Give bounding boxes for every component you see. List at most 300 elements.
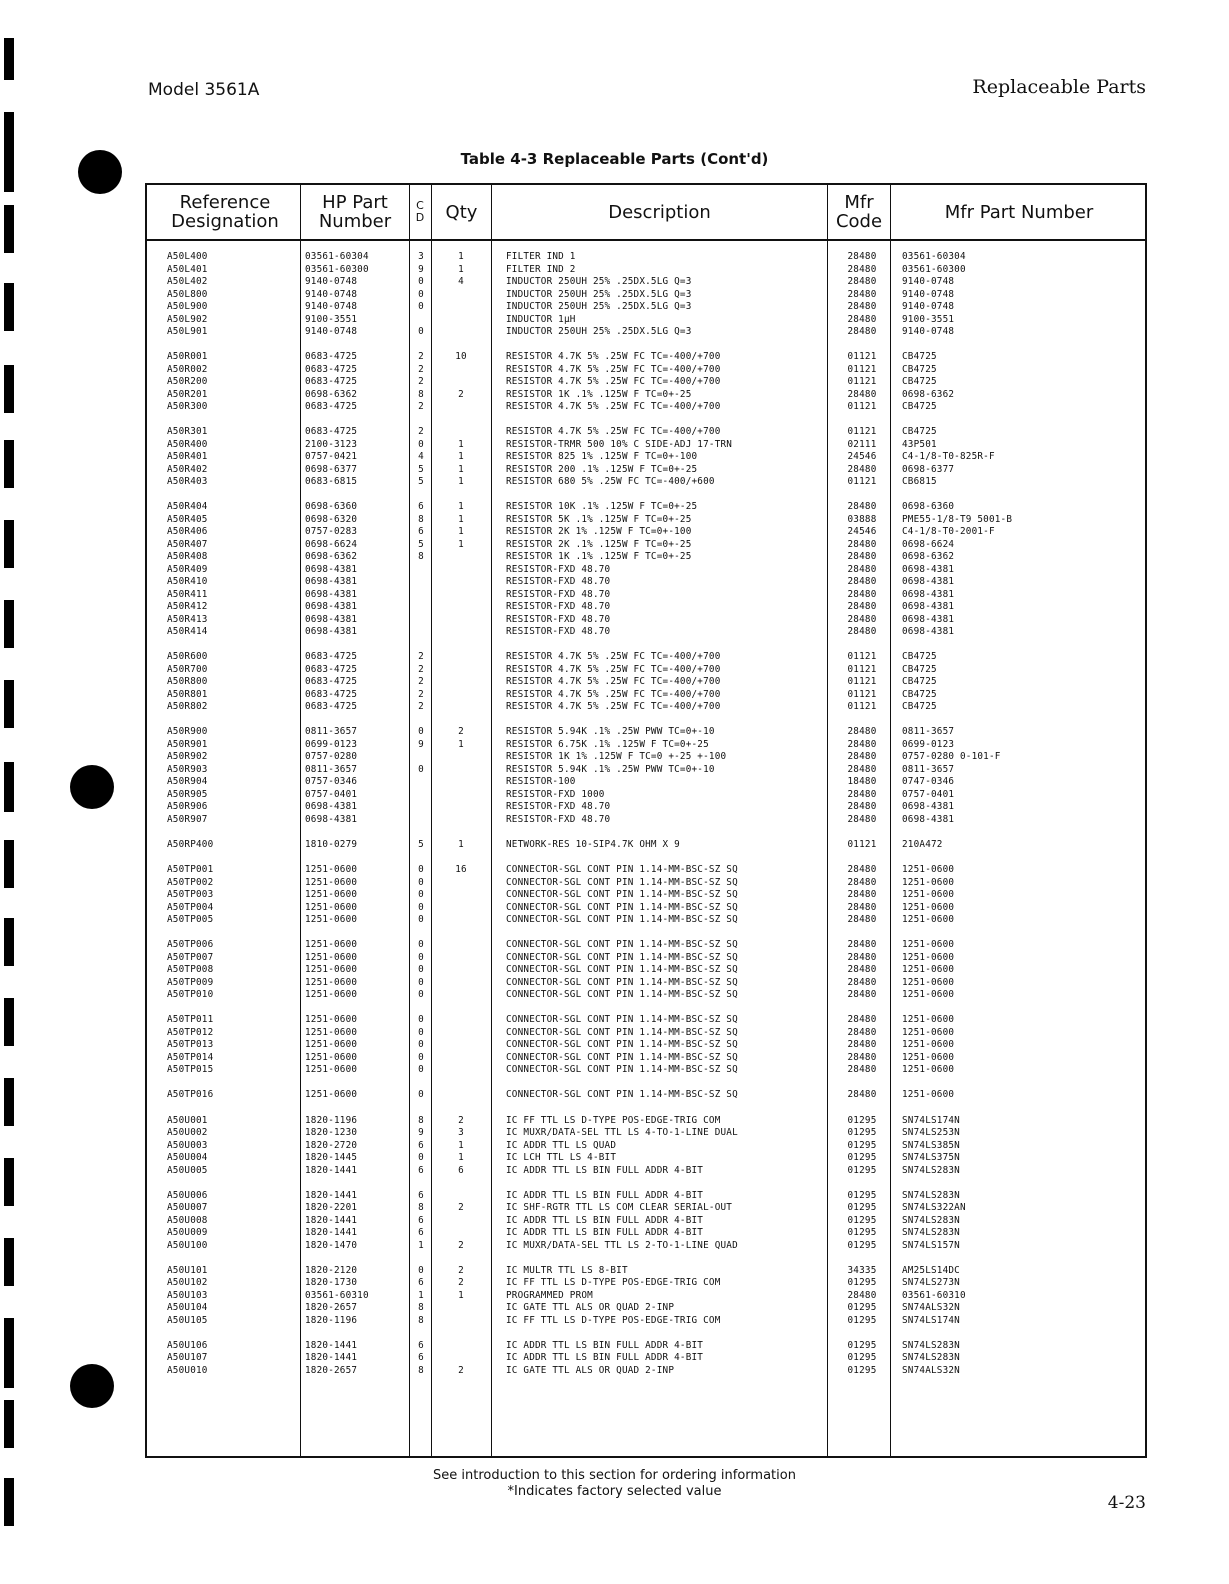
- table-row: [147, 251, 1145, 264]
- table-row: [147, 451, 1145, 464]
- cell-qty: 4: [458, 276, 464, 287]
- cell-mfr-code: 01121: [847, 676, 877, 688]
- footer-factory-note: *Indicates factory selected value: [507, 1484, 722, 1499]
- cell-reference: A50U002: [167, 1127, 208, 1139]
- cell-cd: 0: [418, 976, 424, 988]
- cell-mfr-code: 28480: [847, 813, 877, 825]
- table-row: [147, 476, 1145, 489]
- cell-reference: A50R001: [167, 351, 208, 363]
- cell-mfr-part: CB4725: [902, 376, 937, 388]
- cell-reference: A50R410: [167, 576, 208, 588]
- cell-description: IC FF TTL LS D-TYPE POS-EDGE-TRIG COM: [506, 1114, 721, 1126]
- cell-hp-part: 1820-1441: [305, 1164, 358, 1176]
- cell-mfr-part: 1251-0600: [902, 864, 955, 876]
- cell-qty: 1: [458, 538, 464, 550]
- cell-cd: 3: [418, 251, 424, 262]
- cell-reference: A50R402: [167, 463, 208, 475]
- col-header-mfr-code: Mfr Code: [835, 192, 883, 232]
- model-header: Model 3561A: [148, 80, 260, 100]
- table-row: [147, 589, 1145, 602]
- cell-qty: 6: [458, 1164, 464, 1176]
- cell-hp-part: 0811-3657: [305, 726, 358, 738]
- footer-ordering-note: See introduction to this section for ordering information: [433, 1468, 796, 1483]
- table-row: [147, 351, 1145, 364]
- cell-hp-part: 1251-0600: [305, 914, 358, 926]
- cell-mfr-part: SN74LS283N: [902, 1352, 960, 1364]
- cell-reference: A50R403: [167, 476, 208, 488]
- cell-description: CONNECTOR-SGL CONT PIN 1.14-MM-BSC-SZ SQ: [506, 976, 738, 988]
- cell-mfr-part: 03561-60300: [902, 263, 966, 275]
- cell-mfr-code: 28480: [847, 889, 877, 901]
- cell-reference: A50R901: [167, 738, 208, 750]
- cell-mfr-part: 0747-0346: [902, 776, 955, 788]
- cell-mfr-part: SN74LS283N: [902, 1164, 960, 1176]
- cell-mfr-part: 0698-4381: [902, 626, 955, 638]
- table-row: [147, 1052, 1145, 1065]
- cell-description: RESISTOR 10K .1% .125W F TC=0+-25: [506, 501, 698, 513]
- cell-reference: A50L400: [167, 251, 208, 262]
- cell-description: IC ADDR TTL LS BIN FULL ADDR 4-BIT: [506, 1189, 704, 1201]
- table-row: [147, 551, 1145, 564]
- binder-mark: [4, 1400, 14, 1448]
- cell-reference: A50TP004: [167, 901, 214, 913]
- cell-description: NETWORK-RES 10-SIP4.7K OHM X 9: [506, 839, 680, 851]
- cell-mfr-code: 28480: [847, 613, 877, 625]
- cell-reference: A50TP001: [167, 864, 214, 876]
- cell-description: RESISTOR 825 1% .125W F TC=0+-100: [506, 451, 698, 463]
- cell-reference: A50R401: [167, 451, 208, 463]
- table-row: [147, 401, 1145, 414]
- cell-description: CONNECTOR-SGL CONT PIN 1.14-MM-BSC-SZ SQ: [506, 864, 738, 876]
- cell-mfr-part: 43P501: [902, 438, 937, 450]
- cell-reference: A50R900: [167, 726, 208, 738]
- cell-qty: 1: [458, 501, 464, 513]
- cell-reference: A50R902: [167, 751, 208, 763]
- cell-reference: A50TP014: [167, 1051, 214, 1063]
- cell-reference: A50U004: [167, 1152, 208, 1164]
- cell-mfr-part: SN74LS375N: [902, 1152, 960, 1164]
- cell-description: IC MUXR/DATA-SEL TTL LS 4-TO-1-LINE DUAL: [506, 1127, 738, 1139]
- table-row: [147, 1190, 1145, 1203]
- cell-reference: A50U006: [167, 1189, 208, 1201]
- cell-mfr-part: 1251-0600: [902, 889, 955, 901]
- cell-mfr-code: 28480: [847, 989, 877, 1001]
- table-row: [147, 464, 1145, 477]
- cell-mfr-code: 28480: [847, 251, 877, 262]
- cell-hp-part: 0683-4725: [305, 663, 358, 675]
- binder-mark: [4, 680, 14, 728]
- cell-mfr-code: 01121: [847, 701, 877, 713]
- cell-hp-part: 1820-2120: [305, 1264, 358, 1276]
- cell-mfr-code: 28480: [847, 1026, 877, 1038]
- cell-reference: A50L402: [167, 276, 208, 287]
- cell-mfr-part: SN74ALS32N: [902, 1364, 960, 1376]
- cell-qty: 2: [458, 1202, 464, 1214]
- cell-mfr-part: C4-1/8-T0-825R-F: [902, 451, 995, 463]
- cell-reference: A50R801: [167, 688, 208, 700]
- cell-reference: A50RP400: [167, 839, 214, 851]
- cell-cd: 6: [418, 1214, 424, 1226]
- cell-hp-part: 1820-1441: [305, 1214, 358, 1226]
- binder-mark: [4, 38, 14, 80]
- cell-hp-part: 0683-4725: [305, 351, 358, 363]
- cell-mfr-code: 28480: [847, 738, 877, 750]
- cell-mfr-code: 01121: [847, 839, 877, 851]
- cell-cd: 2: [418, 701, 424, 713]
- table-row: [147, 689, 1145, 702]
- cell-description: IC FF TTL LS D-TYPE POS-EDGE-TRIG COM: [506, 1314, 721, 1326]
- cell-mfr-part: 210A472: [902, 839, 943, 851]
- cell-hp-part: 0698-4381: [305, 588, 358, 600]
- cell-hp-part: 1820-2657: [305, 1302, 358, 1314]
- cell-hp-part: 9140-0748: [305, 301, 358, 312]
- cell-mfr-part: SN74LS283N: [902, 1339, 960, 1351]
- cell-cd: 0: [418, 1014, 424, 1026]
- cell-mfr-code: 28480: [847, 751, 877, 763]
- cell-mfr-part: SN74LS174N: [902, 1314, 960, 1326]
- cell-cd: 0: [418, 876, 424, 888]
- cell-reference: A50R600: [167, 651, 208, 663]
- cell-hp-part: 9140-0748: [305, 276, 358, 287]
- cell-mfr-part: 0698-4381: [902, 576, 955, 588]
- cell-mfr-code: 01121: [847, 363, 877, 375]
- cell-reference: A50U106: [167, 1339, 208, 1351]
- cell-reference: A50TP013: [167, 1039, 214, 1051]
- cell-description: RESISTOR 4.7K 5% .25W FC TC=-400/+700: [506, 426, 721, 438]
- col-header-hp-part: HP Part Number: [318, 192, 392, 232]
- cell-mfr-code: 28480: [847, 576, 877, 588]
- row-group: [147, 839, 1145, 852]
- cell-reference: A50L902: [167, 313, 208, 325]
- cell-mfr-part: 1251-0600: [902, 1026, 955, 1038]
- cell-qty: 3: [458, 1127, 464, 1139]
- cell-description: CONNECTOR-SGL CONT PIN 1.14-MM-BSC-SZ SQ: [506, 1064, 738, 1076]
- cell-description: IC SHF-RGTR TTL LS COM CLEAR SERIAL-OUT: [506, 1202, 733, 1214]
- cell-mfr-part: 1251-0600: [902, 1039, 955, 1051]
- cell-mfr-code: 18480: [847, 776, 877, 788]
- cell-hp-part: 0683-4725: [305, 376, 358, 388]
- cell-mfr-code: 01295: [847, 1189, 877, 1201]
- table-row: [147, 389, 1145, 402]
- table-row: [147, 952, 1145, 965]
- table-row: [147, 701, 1145, 714]
- cell-mfr-part: 0698-4381: [902, 588, 955, 600]
- cell-qty: 2: [458, 1239, 464, 1251]
- cell-mfr-part: 1251-0600: [902, 976, 955, 988]
- row-group: [147, 501, 1145, 639]
- cell-hp-part: 0698-6624: [305, 538, 358, 550]
- cell-cd: 0: [418, 1264, 424, 1276]
- col-header-mfr-part: Mfr Part Number: [944, 201, 1094, 223]
- cell-hp-part: 1251-0600: [305, 976, 358, 988]
- cell-hp-part: 0683-4725: [305, 701, 358, 713]
- table-row: [147, 614, 1145, 627]
- cell-description: RESISTOR-FXD 48.70: [506, 626, 611, 638]
- cell-mfr-code: 28480: [847, 276, 877, 287]
- cell-mfr-code: 28480: [847, 939, 877, 951]
- table-row: [147, 1140, 1145, 1153]
- cell-cd: 0: [418, 1064, 424, 1076]
- cell-description: IC GATE TTL ALS OR QUAD 2-INP: [506, 1364, 675, 1376]
- table-row: [147, 651, 1145, 664]
- table-row: [147, 439, 1145, 452]
- cell-description: CONNECTOR-SGL CONT PIN 1.14-MM-BSC-SZ SQ: [506, 989, 738, 1001]
- cell-mfr-code: 28480: [847, 301, 877, 312]
- table-row: [147, 664, 1145, 677]
- cell-description: RESISTOR 5.94K .1% .25W PWW TC=0+-10: [506, 763, 715, 775]
- cell-mfr-part: AM25LS14DC: [902, 1264, 960, 1276]
- table-row: [147, 301, 1145, 314]
- cell-mfr-code: 01121: [847, 376, 877, 388]
- cell-mfr-part: SN74LS253N: [902, 1127, 960, 1139]
- cell-description: RESISTOR 1K 1% .125W F TC=0 +-25 +-100: [506, 751, 727, 763]
- cell-description: RESISTOR 5.94K .1% .25W PWW TC=0+-10: [506, 726, 715, 738]
- cell-hp-part: 1251-0600: [305, 1014, 358, 1026]
- row-group: [147, 939, 1145, 1002]
- table-row: [147, 526, 1145, 539]
- cell-mfr-part: 0699-0123: [902, 738, 955, 750]
- cell-mfr-part: 1251-0600: [902, 1014, 955, 1026]
- cell-qty: 10: [455, 351, 467, 363]
- cell-description: RESISTOR 4.7K 5% .25W FC TC=-400/+700: [506, 351, 721, 363]
- cell-mfr-part: SN74LS157N: [902, 1239, 960, 1251]
- cell-description: INDUCTOR 1µH: [506, 313, 576, 325]
- cell-hp-part: 1251-0600: [305, 939, 358, 951]
- cell-cd: 0: [418, 1051, 424, 1063]
- cell-cd: 6: [418, 526, 424, 538]
- cell-mfr-part: 0698-4381: [902, 813, 955, 825]
- cell-hp-part: 0698-6362: [305, 551, 358, 563]
- cell-reference: A50TP005: [167, 914, 214, 926]
- cell-mfr-code: 01121: [847, 651, 877, 663]
- cell-cd: 9: [418, 1127, 424, 1139]
- table-row: [147, 276, 1145, 289]
- cell-reference: A50R201: [167, 388, 208, 400]
- cell-cd: 2: [418, 663, 424, 675]
- cell-description: RESISTOR-FXD 48.70: [506, 563, 611, 575]
- cell-mfr-part: CB4725: [902, 401, 937, 413]
- cell-description: RESISTOR-FXD 48.70: [506, 601, 611, 613]
- cell-mfr-code: 01121: [847, 663, 877, 675]
- cell-description: RESISTOR 4.7K 5% .25W FC TC=-400/+700: [506, 651, 721, 663]
- cell-mfr-code: 28480: [847, 626, 877, 638]
- cell-mfr-code: 02111: [847, 438, 877, 450]
- table-row: [147, 626, 1145, 639]
- cell-description: IC ADDR TTL LS BIN FULL ADDR 4-BIT: [506, 1339, 704, 1351]
- cell-cd: 5: [418, 538, 424, 550]
- table-row: [147, 989, 1145, 1002]
- cell-mfr-code: 01295: [847, 1202, 877, 1214]
- row-group: [147, 1190, 1145, 1253]
- cell-description: RESISTOR 2K 1% .125W F TC=0+-100: [506, 526, 692, 538]
- cell-mfr-code: 28480: [847, 914, 877, 926]
- cell-reference: A50U003: [167, 1139, 208, 1151]
- binder-mark: [4, 762, 14, 812]
- cell-hp-part: 0683-4725: [305, 676, 358, 688]
- cell-mfr-code: 01295: [847, 1227, 877, 1239]
- cell-reference: A50U100: [167, 1239, 208, 1251]
- table-row: [147, 1277, 1145, 1290]
- cell-mfr-code: 01121: [847, 351, 877, 363]
- cell-mfr-code: 28480: [847, 588, 877, 600]
- cell-description: RESISTOR 6.75K .1% .125W F TC=0+-25: [506, 738, 709, 750]
- col-header-reference: Reference Designation: [171, 192, 279, 232]
- cell-qty: 1: [458, 1139, 464, 1151]
- cell-reference: A50TP008: [167, 964, 214, 976]
- cell-hp-part: 1251-0600: [305, 901, 358, 913]
- cell-description: IC MUXR/DATA-SEL TTL LS 2-TO-1-LINE QUAD: [506, 1239, 738, 1251]
- cell-reference: A50R409: [167, 563, 208, 575]
- cell-mfr-code: 28480: [847, 726, 877, 738]
- cell-description: RESISTOR 4.7K 5% .25W FC TC=-400/+700: [506, 376, 721, 388]
- cell-cd: 2: [418, 688, 424, 700]
- cell-qty: 1: [458, 738, 464, 750]
- binder-mark: [4, 205, 14, 253]
- cell-qty: 1: [458, 451, 464, 463]
- cell-mfr-part: 03561-60310: [902, 1289, 966, 1301]
- cell-mfr-part: CB4725: [902, 351, 937, 363]
- table-row: [147, 751, 1145, 764]
- cell-description: IC MULTR TTL LS 8-BIT: [506, 1264, 628, 1276]
- table-row: [147, 864, 1145, 877]
- cell-description: INDUCTOR 250UH 25% .25DX.5LG Q=3: [506, 326, 692, 337]
- table-row: [147, 601, 1145, 614]
- table-row: [147, 1165, 1145, 1178]
- table-row: [147, 1290, 1145, 1303]
- cell-mfr-code: 01295: [847, 1152, 877, 1164]
- cell-mfr-part: 1251-0600: [902, 964, 955, 976]
- binder-hole: [70, 765, 114, 809]
- cell-mfr-code: 01121: [847, 401, 877, 413]
- table-row: [147, 1352, 1145, 1365]
- cell-qty: 1: [458, 463, 464, 475]
- cell-hp-part: 0683-4725: [305, 363, 358, 375]
- cell-description: IC ADDR TTL LS BIN FULL ADDR 4-BIT: [506, 1164, 704, 1176]
- cell-reference: A50R906: [167, 801, 208, 813]
- cell-cd: 9: [418, 738, 424, 750]
- cell-cd: 0: [418, 763, 424, 775]
- cell-reference: A50U107: [167, 1352, 208, 1364]
- cell-mfr-code: 01295: [847, 1214, 877, 1226]
- cell-mfr-code: 24546: [847, 526, 877, 538]
- cell-reference: A50TP015: [167, 1064, 214, 1076]
- cell-mfr-code: 28480: [847, 976, 877, 988]
- cell-mfr-code: 03888: [847, 513, 877, 525]
- cell-cd: 2: [418, 401, 424, 413]
- cell-description: RESISTOR-FXD 48.70: [506, 801, 611, 813]
- cell-reference: A50TP016: [167, 1089, 214, 1101]
- cell-description: RESISTOR 4.7K 5% .25W FC TC=-400/+700: [506, 663, 721, 675]
- cell-qty: 2: [458, 1114, 464, 1126]
- cell-description: IC FF TTL LS D-TYPE POS-EDGE-TRIG COM: [506, 1277, 721, 1289]
- cell-reference: A50U102: [167, 1277, 208, 1289]
- cell-description: RESISTOR-FXD 48.70: [506, 588, 611, 600]
- cell-reference: A50R301: [167, 426, 208, 438]
- cell-mfr-part: 9100-3551: [902, 313, 955, 325]
- cell-cd: 0: [418, 1152, 424, 1164]
- table-row: [147, 1039, 1145, 1052]
- cell-hp-part: 1251-0600: [305, 1039, 358, 1051]
- cell-hp-part: 1820-2720: [305, 1139, 358, 1151]
- cell-cd: 2: [418, 376, 424, 388]
- cell-qty: 16: [455, 864, 467, 876]
- cell-reference: A50R408: [167, 551, 208, 563]
- cell-mfr-part: 03561-60304: [902, 251, 966, 262]
- cell-hp-part: 9100-3551: [305, 313, 358, 325]
- cell-description: RESISTOR 5K .1% .125W F TC=0+-25: [506, 513, 692, 525]
- table-row: [147, 501, 1145, 514]
- cell-reference: A50TP006: [167, 939, 214, 951]
- cell-hp-part: 0683-4725: [305, 688, 358, 700]
- table-row: [147, 1227, 1145, 1240]
- cell-reference: A50R406: [167, 526, 208, 538]
- cell-mfr-part: SN74LS283N: [902, 1227, 960, 1239]
- cell-mfr-code: 28480: [847, 1039, 877, 1051]
- row-group: [147, 864, 1145, 927]
- cell-cd: 2: [418, 676, 424, 688]
- table-row: [147, 539, 1145, 552]
- cell-mfr-code: 28480: [847, 1014, 877, 1026]
- cell-mfr-code: 28480: [847, 951, 877, 963]
- cell-hp-part: 1820-1230: [305, 1127, 358, 1139]
- cell-mfr-part: CB4725: [902, 363, 937, 375]
- cell-hp-part: 1820-1730: [305, 1277, 358, 1289]
- cell-cd: 0: [418, 864, 424, 876]
- cell-description: CONNECTOR-SGL CONT PIN 1.14-MM-BSC-SZ SQ: [506, 901, 738, 913]
- row-group: [147, 1265, 1145, 1328]
- cell-description: RESISTOR-TRMR 500 10% C SIDE-ADJ 17-TRN: [506, 438, 733, 450]
- cell-mfr-part: 1251-0600: [902, 1089, 955, 1101]
- col-header-qty: Qty: [445, 201, 478, 223]
- cell-description: RESISTOR 4.7K 5% .25W FC TC=-400/+700: [506, 401, 721, 413]
- cell-description: RESISTOR 200 .1% .125W F TC=0+-25: [506, 463, 698, 475]
- cell-reference: A50TP011: [167, 1014, 214, 1026]
- row-group: [147, 251, 1145, 339]
- binder-mark: [4, 520, 14, 568]
- cell-mfr-part: SN74LS283N: [902, 1214, 960, 1226]
- cell-mfr-part: 0698-4381: [902, 801, 955, 813]
- cell-hp-part: 1251-0600: [305, 951, 358, 963]
- cell-description: RESISTOR 1K .1% .125W F TC=0+-25: [506, 551, 692, 563]
- cell-cd: 6: [418, 501, 424, 513]
- cell-description: IC GATE TTL ALS OR QUAD 2-INP: [506, 1302, 675, 1314]
- table-row: [147, 877, 1145, 890]
- table-row: [147, 889, 1145, 902]
- cell-cd: 6: [418, 1227, 424, 1239]
- table-body: [147, 251, 1145, 1390]
- cell-mfr-code: 28480: [847, 288, 877, 300]
- cell-hp-part: 0699-0123: [305, 738, 358, 750]
- cell-cd: 8: [418, 1202, 424, 1214]
- cell-mfr-part: 1251-0600: [902, 951, 955, 963]
- table-row: [147, 564, 1145, 577]
- table-row: [147, 514, 1145, 527]
- cell-hp-part: 1810-0279: [305, 839, 358, 851]
- table-row: [147, 814, 1145, 827]
- cell-cd: 2: [418, 363, 424, 375]
- cell-mfr-part: 1251-0600: [902, 1051, 955, 1063]
- cell-cd: 6: [418, 1189, 424, 1201]
- table-row: [147, 1265, 1145, 1278]
- cell-mfr-code: 28480: [847, 763, 877, 775]
- cell-hp-part: 1820-1441: [305, 1189, 358, 1201]
- cell-cd: 8: [418, 1314, 424, 1326]
- cell-cd: 0: [418, 1089, 424, 1101]
- binder-mark: [4, 440, 14, 488]
- cell-reference: A50L900: [167, 301, 208, 312]
- cell-mfr-code: 28480: [847, 1064, 877, 1076]
- cell-mfr-code: 34335: [847, 1264, 877, 1276]
